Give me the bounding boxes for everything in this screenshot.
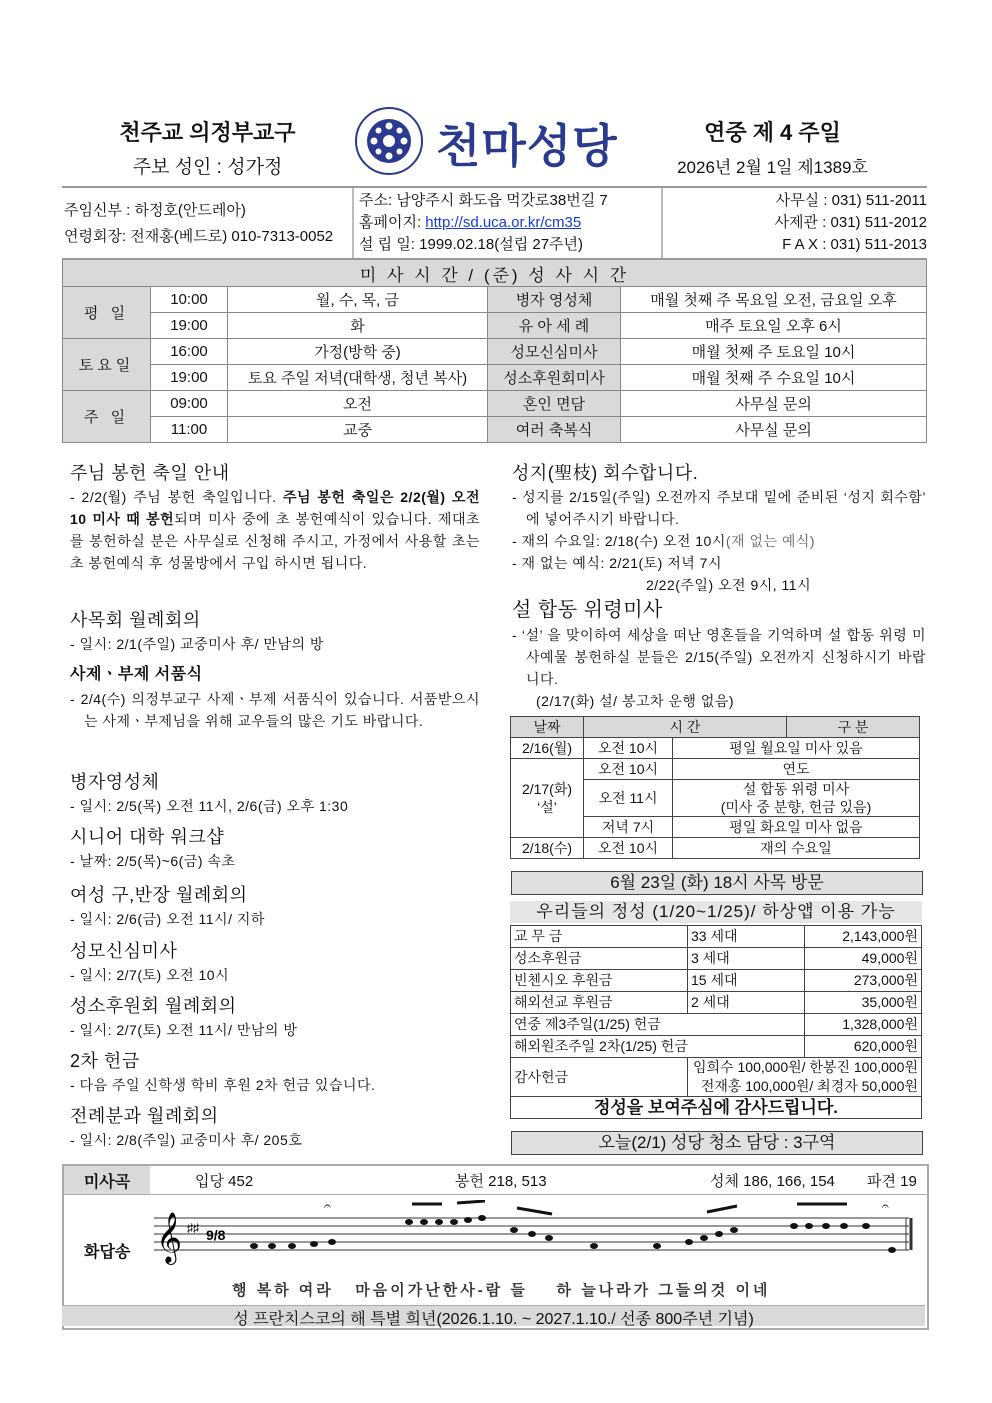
treble-clef-icon: 𝄞	[156, 1213, 183, 1262]
psalm-score	[154, 1200, 914, 1272]
mass-time: 09:00	[151, 391, 228, 417]
row-label: 주 일	[63, 391, 151, 443]
offering-title: 우리들의 정성 (1/20~1/25)/ 하상앱 이용 가능	[510, 901, 922, 923]
section-title: 시니어 대학 워크샵	[70, 827, 225, 847]
issue-date: 2026년 2월 1일 제1389호	[677, 158, 868, 177]
pastor: 주임신부 : 하정호(안드레아)	[64, 202, 246, 219]
text: (재 없는 예식)	[725, 533, 816, 549]
text: 되며 미사 중에 초 봉헌예식이 있습니다. 제대초를 봉헌하실 분은 사무실로 신청해 주시고, 가정에서 사용할 초는 초 봉헌예식 후 성물방에서 구입 하시면 됩니다.	[70, 511, 480, 571]
church-name: 천마성당	[436, 120, 618, 172]
sacrament-time: 사무실 문의	[621, 417, 927, 443]
section-body: - 2/4(수) 의정부교구 사제ㆍ부제 서품식이 있습니다. 서품받으시는 사제ㆍ부제님을 위해 교우들의 많은 기도 바랍니다.	[70, 691, 480, 729]
office-phone: 사무실 : 031) 511-2011	[775, 192, 927, 209]
section-body: - 일시: 2/8(주일) 교중미사 후/ 205호	[70, 1132, 303, 1148]
offering-amount: 273,000원	[805, 970, 922, 992]
text: 임희수 100,000원/ 한봉진 100,000원	[693, 1059, 918, 1075]
text: ‘설’	[537, 799, 557, 815]
offering-name: 연중 제3주일(1/25) 헌금	[511, 1014, 805, 1036]
section-body: - 일시: 2/1(주일) 교중미사 후/ 만남의 방	[70, 636, 324, 652]
announcement-section	[70, 1105, 480, 1151]
homepage-label: 홈페이지:	[359, 214, 426, 231]
announcement-section	[70, 940, 480, 986]
sacrament-label: 성모신심미사	[488, 339, 621, 365]
memorial-schedule-table	[510, 716, 920, 859]
section-body: - 날짜: 2/5(목)~6(금) 속초	[70, 853, 236, 869]
column-header: 구 분	[787, 717, 920, 738]
palm-line	[512, 530, 926, 552]
announcement-section	[70, 609, 480, 655]
mass-desc: 화	[228, 313, 488, 339]
time-cell: 오전 10시	[584, 838, 673, 859]
fax: F A X : 031) 511-2013	[782, 236, 927, 253]
offering-amount: 1,328,000원	[805, 1014, 922, 1036]
offering-count: 3 세대	[688, 948, 805, 970]
cleaning-duty-banner: 오늘(2/1) 성당 청소 담당 : 3구역	[511, 1131, 923, 1155]
table-row	[511, 1058, 922, 1097]
section-title: 주님 봉헌 축일 안내	[70, 463, 230, 483]
mass-desc: 교중	[228, 417, 488, 443]
founded-date: 설 립 일: 1999.02.18(설립 27주년)	[359, 236, 584, 253]
table-row	[511, 926, 922, 948]
section-title: 전례분과 월례회의	[70, 1106, 219, 1126]
section-body: - 다음 주일 신학생 학비 후원 2차 헌금 있습니다.	[70, 1077, 376, 1093]
diocese-name: 천주교 의정부교구	[119, 120, 296, 145]
section-title: 2차 헌금	[70, 1051, 140, 1071]
time-cell: 오전 10시	[584, 738, 673, 759]
thanks-label: 감사헌금	[511, 1058, 688, 1097]
hymn-row	[64, 1166, 927, 1195]
music-label: 미사곡	[64, 1166, 150, 1194]
announcement-section	[70, 995, 480, 1041]
jubilee-footer: 성 프란치스코의 해 특별 희년(2026.1.10. ~ 2027.1.10./ 선종 800주년 기념)	[62, 1305, 925, 1326]
palm-line: 2/22(주일) 오전 9시, 11시	[646, 577, 812, 593]
rectory-phone: 사제관 : 031) 511-2012	[774, 214, 927, 231]
section-body	[70, 486, 480, 574]
offering-name: 해외선교 후원금	[511, 992, 688, 1014]
text: 설 합동 위령 미사	[742, 781, 850, 797]
sacrament-label: 혼인 면담	[488, 391, 621, 417]
offering-amount: 620,000원	[805, 1036, 922, 1058]
dismissal-hymn: 파견 19	[867, 1172, 917, 1190]
mass-desc: 토요 주일 저녁(대학생, 청년 복사)	[228, 365, 488, 391]
fermata-icon: 𝄐	[882, 1200, 889, 1213]
mass-time: 19:00	[151, 313, 228, 339]
homepage-link[interactable]: http://sd.uca.or.kr/cm35	[425, 214, 582, 231]
time-cell: 오전 11시	[584, 780, 673, 817]
announcement-section	[70, 884, 480, 930]
text: 2/17(화)	[521, 781, 573, 797]
text: - 2/2(월) 주님 봉헌 축일입니다.	[70, 489, 283, 505]
announcement-section	[70, 1050, 480, 1096]
section-title: 여성 구,반장 월례회의	[70, 885, 248, 905]
memorial-note: (2/17(화) 설/ 봉고차 운행 없음)	[536, 693, 735, 709]
offering-amount: 35,000원	[805, 992, 922, 1014]
mass-schedule-table	[62, 258, 927, 443]
column-header: 시 간	[584, 717, 787, 738]
sacrament-label: 병자 영성체	[488, 287, 621, 313]
offering-name: 해외원조주일 2차(1/25) 헌금	[511, 1036, 805, 1058]
row-label: 토요일	[63, 339, 151, 391]
contact-info	[62, 186, 927, 260]
row-label: 평 일	[63, 287, 151, 339]
table-row	[511, 1036, 922, 1058]
section-body: - 일시: 2/7(토) 오전 11시/ 만남의 방	[70, 1022, 298, 1038]
pastoral-visit-banner: 6월 23일 (화) 18시 사목 방문	[511, 871, 923, 895]
text: - 재의 수요일: 2/18(수) 오전 10시	[512, 533, 726, 549]
section-title: 사제ㆍ부제 서품식	[70, 666, 203, 683]
palm-section	[512, 462, 926, 596]
text: 전재홍 100,000원/ 최경자 50,000원	[700, 1078, 918, 1094]
date-cell	[511, 759, 584, 838]
liturgical-sunday: 연중 제 4 주일	[704, 120, 841, 145]
sacrament-time: 매월 첫째 주 토요일 10시	[621, 339, 927, 365]
table-row	[511, 948, 922, 970]
offering-amount: 2,143,000원	[805, 926, 922, 948]
desc-cell: 평일 월요일 미사 있음	[673, 738, 920, 759]
desc-cell: 연도	[673, 759, 920, 780]
time-cell: 오전 10시	[584, 759, 673, 780]
offering-name: 교 무 금	[511, 926, 688, 948]
mass-desc: 월, 수, 목, 금	[228, 287, 488, 313]
time-signature: 9/8	[206, 1227, 226, 1243]
sacrament-time: 매월 첫째 주 목요일 오전, 금요일 오후	[621, 287, 927, 313]
offering-amount: 49,000원	[805, 948, 922, 970]
offering-name: 빈첸시오 후원금	[511, 970, 688, 992]
desc-cell: 평일 화요일 미사 없음	[673, 817, 920, 838]
text: (미사 중 분향, 헌금 있음)	[720, 799, 872, 815]
mass-time: 19:00	[151, 365, 228, 391]
announcement-section	[70, 664, 480, 732]
desc-cell	[673, 780, 920, 817]
mass-time: 10:00	[151, 287, 228, 313]
section-body: - 일시: 2/7(토) 오전 10시	[70, 967, 230, 983]
section-title: 사목회 월례회의	[70, 610, 201, 630]
psalm-lyrics: 행 복하 여라 마음이가난한사-람 들 하 늘나라가 그들의것 이네	[232, 1282, 771, 1299]
memorial-section	[512, 598, 926, 712]
mass-desc: 오전	[228, 391, 488, 417]
sacrament-label: 유 아 세 례	[488, 313, 621, 339]
table-row	[511, 970, 922, 992]
communion-hymn: 성체 186, 166, 154	[710, 1172, 835, 1190]
offering-count: 2 세대	[688, 992, 805, 1014]
thanks-donors	[688, 1058, 922, 1097]
section-title: 성모신심미사	[70, 941, 178, 961]
offering-count: 33 세대	[688, 926, 805, 948]
bold-text: 주님 봉헌 축일은 2/2(월) 오전 10 미사 때 봉헌	[70, 489, 480, 527]
announcement-section	[70, 771, 480, 817]
memorial-title: 설 합동 위령미사	[512, 599, 663, 621]
mass-time: 11:00	[151, 417, 228, 443]
entrance-hymn: 입당 452	[195, 1172, 254, 1190]
offertory-hymn: 봉헌 218, 513	[455, 1172, 547, 1190]
date-cell: 2/18(수)	[511, 838, 584, 859]
column-header: 날짜	[511, 717, 584, 738]
sacrament-time: 사무실 문의	[621, 391, 927, 417]
palm-line: - 성지를 2/15일(주일) 오전까지 주보대 밑에 준비된 ‘성지 회수함’ 에 넣어주시기 바랍니다.	[512, 489, 926, 527]
diocese-seal-logo	[354, 106, 424, 176]
address: 주소: 남양주시 화도읍 먹갓로38번길 7	[359, 192, 608, 209]
desc-cell: 재의 수요일	[673, 838, 920, 859]
sacrament-label: 여러 축복식	[488, 417, 621, 443]
time-cell: 저녁 7시	[584, 817, 673, 838]
date-cell: 2/16(월)	[511, 738, 584, 759]
fermata-icon: 𝄐	[324, 1200, 331, 1213]
table-row	[511, 992, 922, 1014]
announcement-section	[70, 462, 480, 574]
offering-name: 성소후원금	[511, 948, 688, 970]
sharp-icon: ♯♯	[187, 1221, 199, 1235]
memorial-body: - ‘설’ 을 맞이하여 세상을 떠난 영혼들을 기억하며 설 합동 위령 미사예물 봉헌하실 분들은 2/15(주일) 오전까지 신청하시기 바랍니다.	[512, 627, 926, 687]
mass-desc: 가정(방학 중)	[228, 339, 488, 365]
offering-table	[510, 925, 922, 1119]
association-president: 연령회장: 전재홍(베드로) 010-7313-0052	[64, 228, 334, 245]
offering-count: 15 세대	[688, 970, 805, 992]
announcement-section	[70, 826, 480, 872]
sacrament-time: 매주 토요일 오후 6시	[621, 313, 927, 339]
palm-line: - 재 없는 예식: 2/21(토) 저녁 7시	[512, 555, 722, 571]
palm-title: 성지(聖枝) 회수합니다.	[512, 463, 699, 483]
table-row	[511, 1014, 922, 1036]
sacrament-time: 매월 첫째 주 수요일 10시	[621, 365, 927, 391]
mass-schedule-title: 미 사 시 간 / (준) 성 사 시 간	[63, 259, 927, 287]
patron-saint: 주보 성인 : 성가정	[132, 157, 283, 178]
sacrament-label: 성소후원회미사	[488, 365, 621, 391]
mass-time: 16:00	[151, 339, 228, 365]
section-title: 병자영성체	[70, 772, 160, 792]
psalm-label: 화답송	[84, 1244, 131, 1261]
section-title: 성소후원회 월례회의	[70, 996, 237, 1016]
offering-thanks: 정성을 보여주심에 감사드립니다.	[511, 1097, 922, 1119]
section-body: - 일시: 2/5(목) 오전 11시, 2/6(금) 오후 1:30	[70, 798, 349, 814]
section-body: - 일시: 2/6(금) 오전 11시/ 지하	[70, 911, 265, 927]
beams	[412, 1201, 847, 1214]
